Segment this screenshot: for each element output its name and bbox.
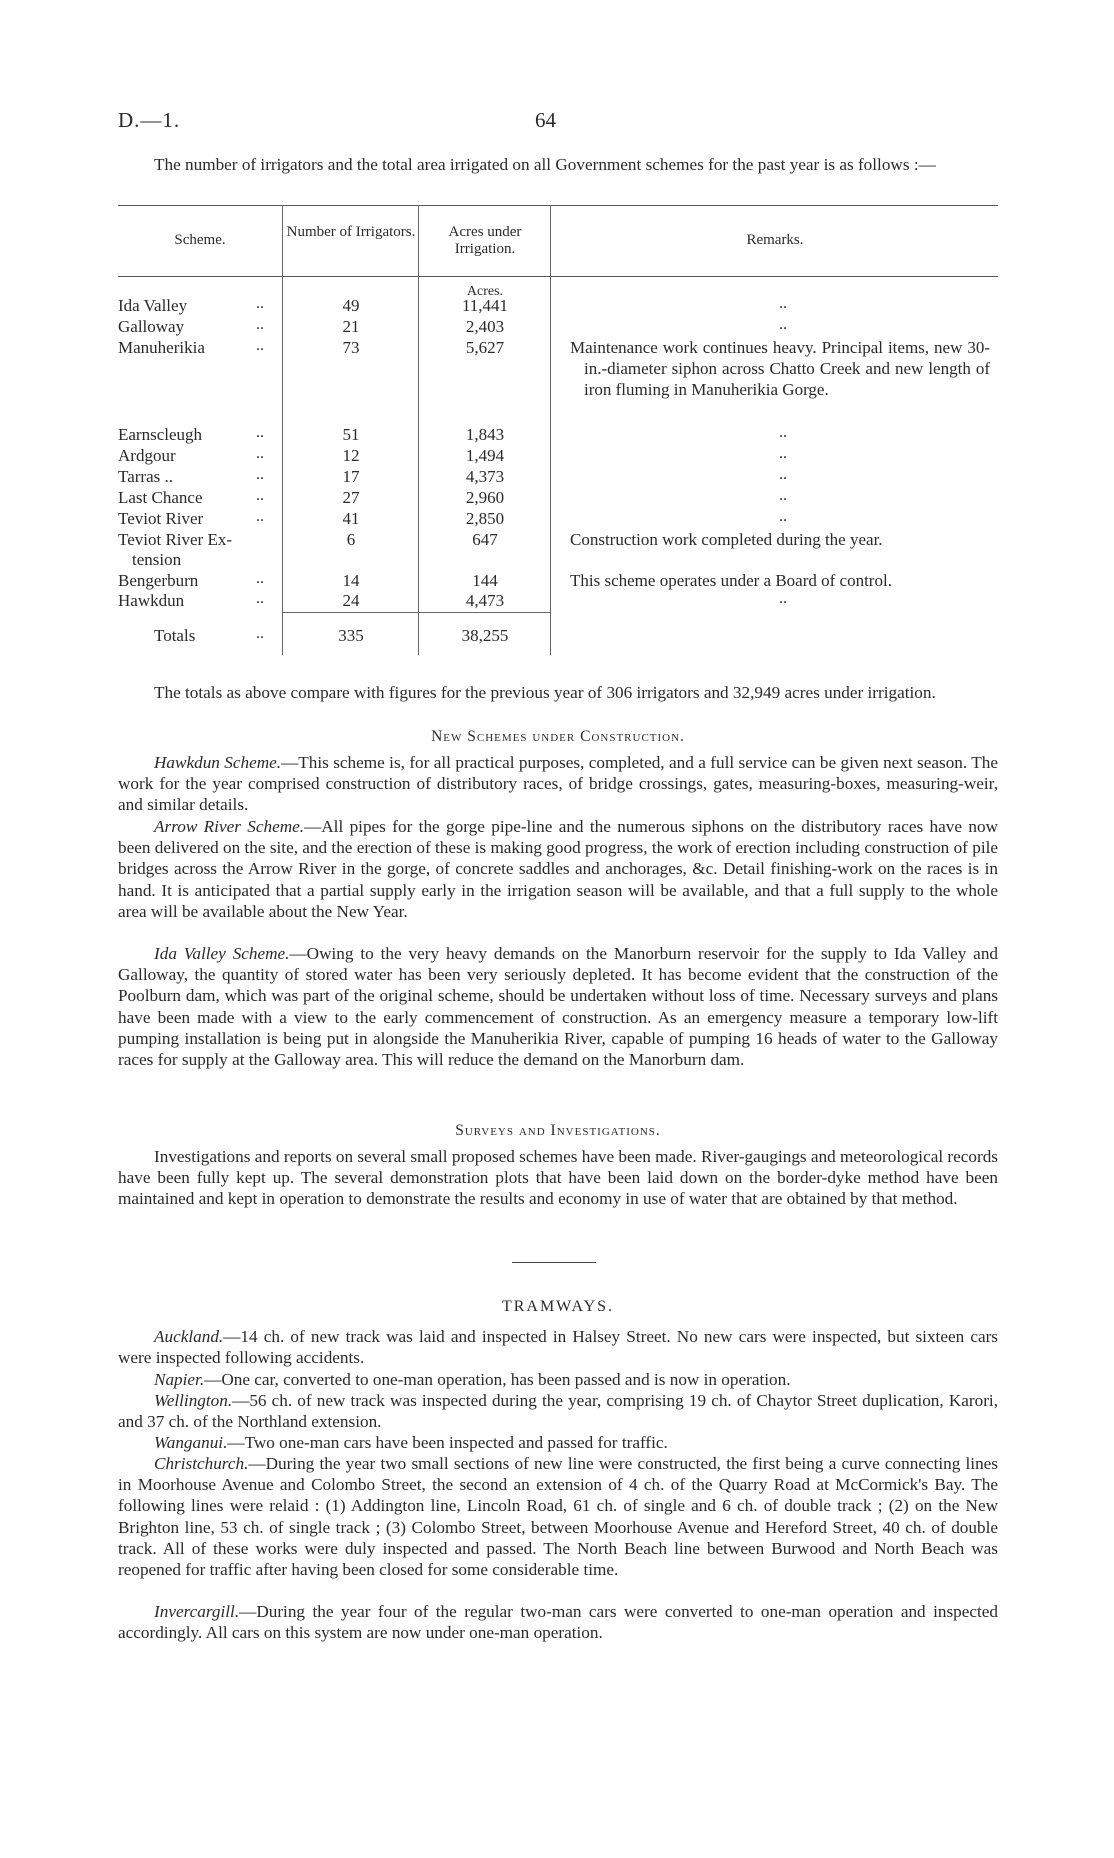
- column-header-irrigators: Number of Irrigators.: [286, 224, 416, 240]
- table-top-rule: [118, 205, 998, 206]
- section-divider: [512, 1262, 596, 1263]
- table-row-scheme: Teviot River Ex-: [118, 530, 233, 549]
- table-row-acres: 1,843: [465, 425, 505, 444]
- christchurch-paragraph: Christchurch.—During the year two small sections of new line were constructed, the first being a curve connecting lines in Moorhouse Avenue and Colombo Street, the second an extension of 4 ch. of the Quarry Road at McCormick's Bay. The following lines were relaid : (1) Addington line, Lincoln Road, 61 ch. of single and 6 ch. of double track ; (2) on the New Brighton line, 53 ch. of single track ; (3) Colombo Street, between Moorhouse Avenue and Hereford Street, 40 ch. of double track. All of these works were duly inspected and passed. The North Beach line between Burwood and North Beach was reopened for traffic after having been closed for some considerable time.: [118, 1454, 998, 1580]
- table-row-irrigators: 6: [346, 530, 356, 549]
- totals-label: Totals: [154, 626, 196, 645]
- table-row-irrigators: 24: [342, 591, 360, 610]
- table-row-remarks: ..: [779, 445, 787, 462]
- table-row-scheme: Galloway: [118, 317, 185, 336]
- wanganui-paragraph: Wanganui.—Two one-man cars have been inspected and passed for traffic.: [154, 1433, 668, 1452]
- table-row-acres: 11,441: [461, 296, 509, 315]
- table-row-irrigators: 41: [342, 509, 360, 528]
- leader-dots: ..: [256, 337, 264, 354]
- column-divider: [418, 205, 419, 655]
- surveys-paragraph: Investigations and reports on several small proposed schemes have been made. River-gaugings and meteorological records have been fully kept up. The several demonstration plots that have been laid down on the border-dyke method have been maintained and kept in operation to demonstrate the results and economy in use of water that are obtained by that method.: [118, 1147, 998, 1209]
- leader-dots: ..: [256, 445, 264, 462]
- table-row-scheme-continued: tension: [132, 550, 182, 569]
- table-row-acres: 4,373: [465, 467, 505, 486]
- leader-dots: ..: [256, 487, 264, 504]
- table-row-irrigators: 49: [342, 296, 360, 315]
- leader-dots: ..: [256, 570, 264, 587]
- table-row-scheme: Bengerburn: [118, 571, 199, 590]
- table-row-scheme: Hawkdun: [118, 591, 185, 610]
- arrow-river-paragraph: Arrow River Scheme.—All pipes for the gorge pipe-line and the numerous siphons on the distributory races have now been delivered on the site, and the erection of these is making good progress, the work of erection including construction of pile bridges across the Arrow River in the gorge, of concrete saddles and anchorages, &c. Detail finishing-work on the races is in hand. It is anticipated that a partial supply early in the irrigation season will be available, and that a full supply to the whole area will be available about the New Year.: [118, 817, 998, 921]
- table-row-irrigators: 14: [342, 571, 360, 590]
- table-row-remarks: This scheme operates under a Board of control.: [570, 571, 892, 590]
- table-row-remarks: ..: [779, 590, 787, 607]
- column-divider: [282, 205, 283, 655]
- table-row-irrigators: 17: [342, 467, 360, 486]
- leader-dots: ..: [256, 508, 264, 525]
- column-header-remarks: Remarks.: [746, 232, 804, 248]
- table-header-rule: [118, 276, 998, 277]
- totals-acres: 38,255: [461, 626, 509, 645]
- auckland-paragraph: Auckland.—14 ch. of new track was laid and inspected in Halsey Street. No new cars were inspected, but sixteen cars were inspected following accidents.: [118, 1327, 998, 1368]
- leader-dots: ..: [256, 590, 264, 607]
- section-heading-tramways: TRAMWAYS.: [501, 1298, 615, 1315]
- table-row-remarks: Maintenance work continues heavy. Principal items, new 30-in.-diameter siphon across Chatto Creek and new length of iron fluming in Manuherikia Gorge.: [570, 338, 990, 399]
- table-row-remarks: ..: [779, 508, 787, 525]
- intro-paragraph: The number of irrigators and the total area irrigated on all Government schemes for the past year is as follows :—: [154, 155, 936, 174]
- totals-irrigators: 335: [338, 626, 364, 645]
- table-row-irrigators: 51: [342, 425, 360, 444]
- irrigation-table: [118, 205, 998, 655]
- section-heading-new-schemes: New Schemes under Construction.: [431, 728, 685, 745]
- column-header-scheme: Scheme.: [174, 232, 226, 248]
- section-heading-surveys: Surveys and Investigations.: [455, 1122, 661, 1139]
- acres-units-label: Acres.: [466, 284, 504, 299]
- table-row-remarks: ..: [779, 295, 787, 312]
- table-row-irrigators: 12: [342, 446, 360, 465]
- table-row-acres: 647: [472, 530, 498, 549]
- leader-dots: ..: [256, 625, 264, 642]
- column-divider: [550, 205, 551, 655]
- totals-rule: [282, 612, 550, 613]
- table-row-acres: 5,627: [465, 338, 505, 357]
- table-row-acres: 2,403: [465, 317, 505, 336]
- table-row-irrigators: 21: [342, 317, 360, 336]
- table-row-acres: 2,960: [465, 488, 505, 507]
- leader-dots: ..: [256, 466, 264, 483]
- table-row-scheme: Last Chance: [118, 488, 203, 507]
- leader-dots: ..: [256, 295, 264, 312]
- table-row-irrigators: 73: [342, 338, 360, 357]
- document-reference: D.—1.: [118, 108, 181, 132]
- wellington-paragraph: Wellington.—56 ch. of new track was inspected during the year, comprising 19 ch. of Chaytor Street duplication, Karori, and 37 ch. of the Northland extension.: [118, 1391, 998, 1432]
- column-header-acres: Acres under Irrigation.: [448, 224, 522, 257]
- table-row-scheme: Manuherikia: [118, 338, 205, 357]
- leader-dots: ..: [256, 316, 264, 333]
- comparison-paragraph: The totals as above compare with figures for the previous year of 306 irrigators and 32,949 acres under irrigation.: [154, 683, 936, 702]
- table-row-remarks: ..: [779, 316, 787, 333]
- ida-valley-paragraph: Ida Valley Scheme.—Owing to the very heavy demands on the Manorburn reservoir for the supply to Ida Valley and Galloway, the quantity of stored water has been very seriously depleted. It has become evident that the construction of the Poolburn dam, which was part of the original scheme, should be undertaken without loss of time. Necessary surveys and plans have been made with a view to the early commencement of construction. As an emergency measure a temporary low-lift pumping installation is being put in alongside the Manuherikia River, capable of pumping 16 heads of water to the Galloway races for supply at the Galloway area. This will reduce the demand on the Manorburn dam.: [118, 944, 999, 1070]
- table-row-remarks: ..: [779, 487, 787, 504]
- table-row-remarks: ..: [779, 466, 787, 483]
- table-row-scheme: Earnscleugh: [118, 425, 203, 444]
- table-row-scheme: Ida Valley: [118, 296, 188, 315]
- table-row-scheme: Ardgour: [118, 446, 176, 465]
- table-row-acres: 1,494: [465, 446, 505, 465]
- hawkdun-paragraph: Hawkdun Scheme.—This scheme is, for all practical purposes, completed, and a full service can be given next season. The work for the year comprised construction of distributory races, of bridge crossings, gates, measuring-boxes, measuring-weir, and similar details.: [118, 753, 998, 815]
- table-row-irrigators: 27: [342, 488, 360, 507]
- table-row-scheme: Teviot River: [118, 509, 204, 528]
- table-row-acres: 144: [472, 571, 498, 590]
- table-row-remarks: Construction work completed during the year.: [570, 530, 883, 549]
- table-row-acres: 2,850: [465, 509, 505, 528]
- invercargill-paragraph: Invercargill.—During the year four of the regular two-man cars were converted to one-man operation and inspected accordingly. All cars on this system are now under one-man operation.: [118, 1602, 998, 1643]
- napier-paragraph: Napier.—One car, converted to one-man operation, has been passed and is now in operation.: [154, 1370, 791, 1389]
- leader-dots: ..: [256, 424, 264, 441]
- table-row-remarks: ..: [779, 424, 787, 441]
- table-row-scheme: Tarras ..: [118, 467, 173, 486]
- page-number: 64: [535, 108, 556, 132]
- table-row-acres: 4,473: [465, 591, 505, 610]
